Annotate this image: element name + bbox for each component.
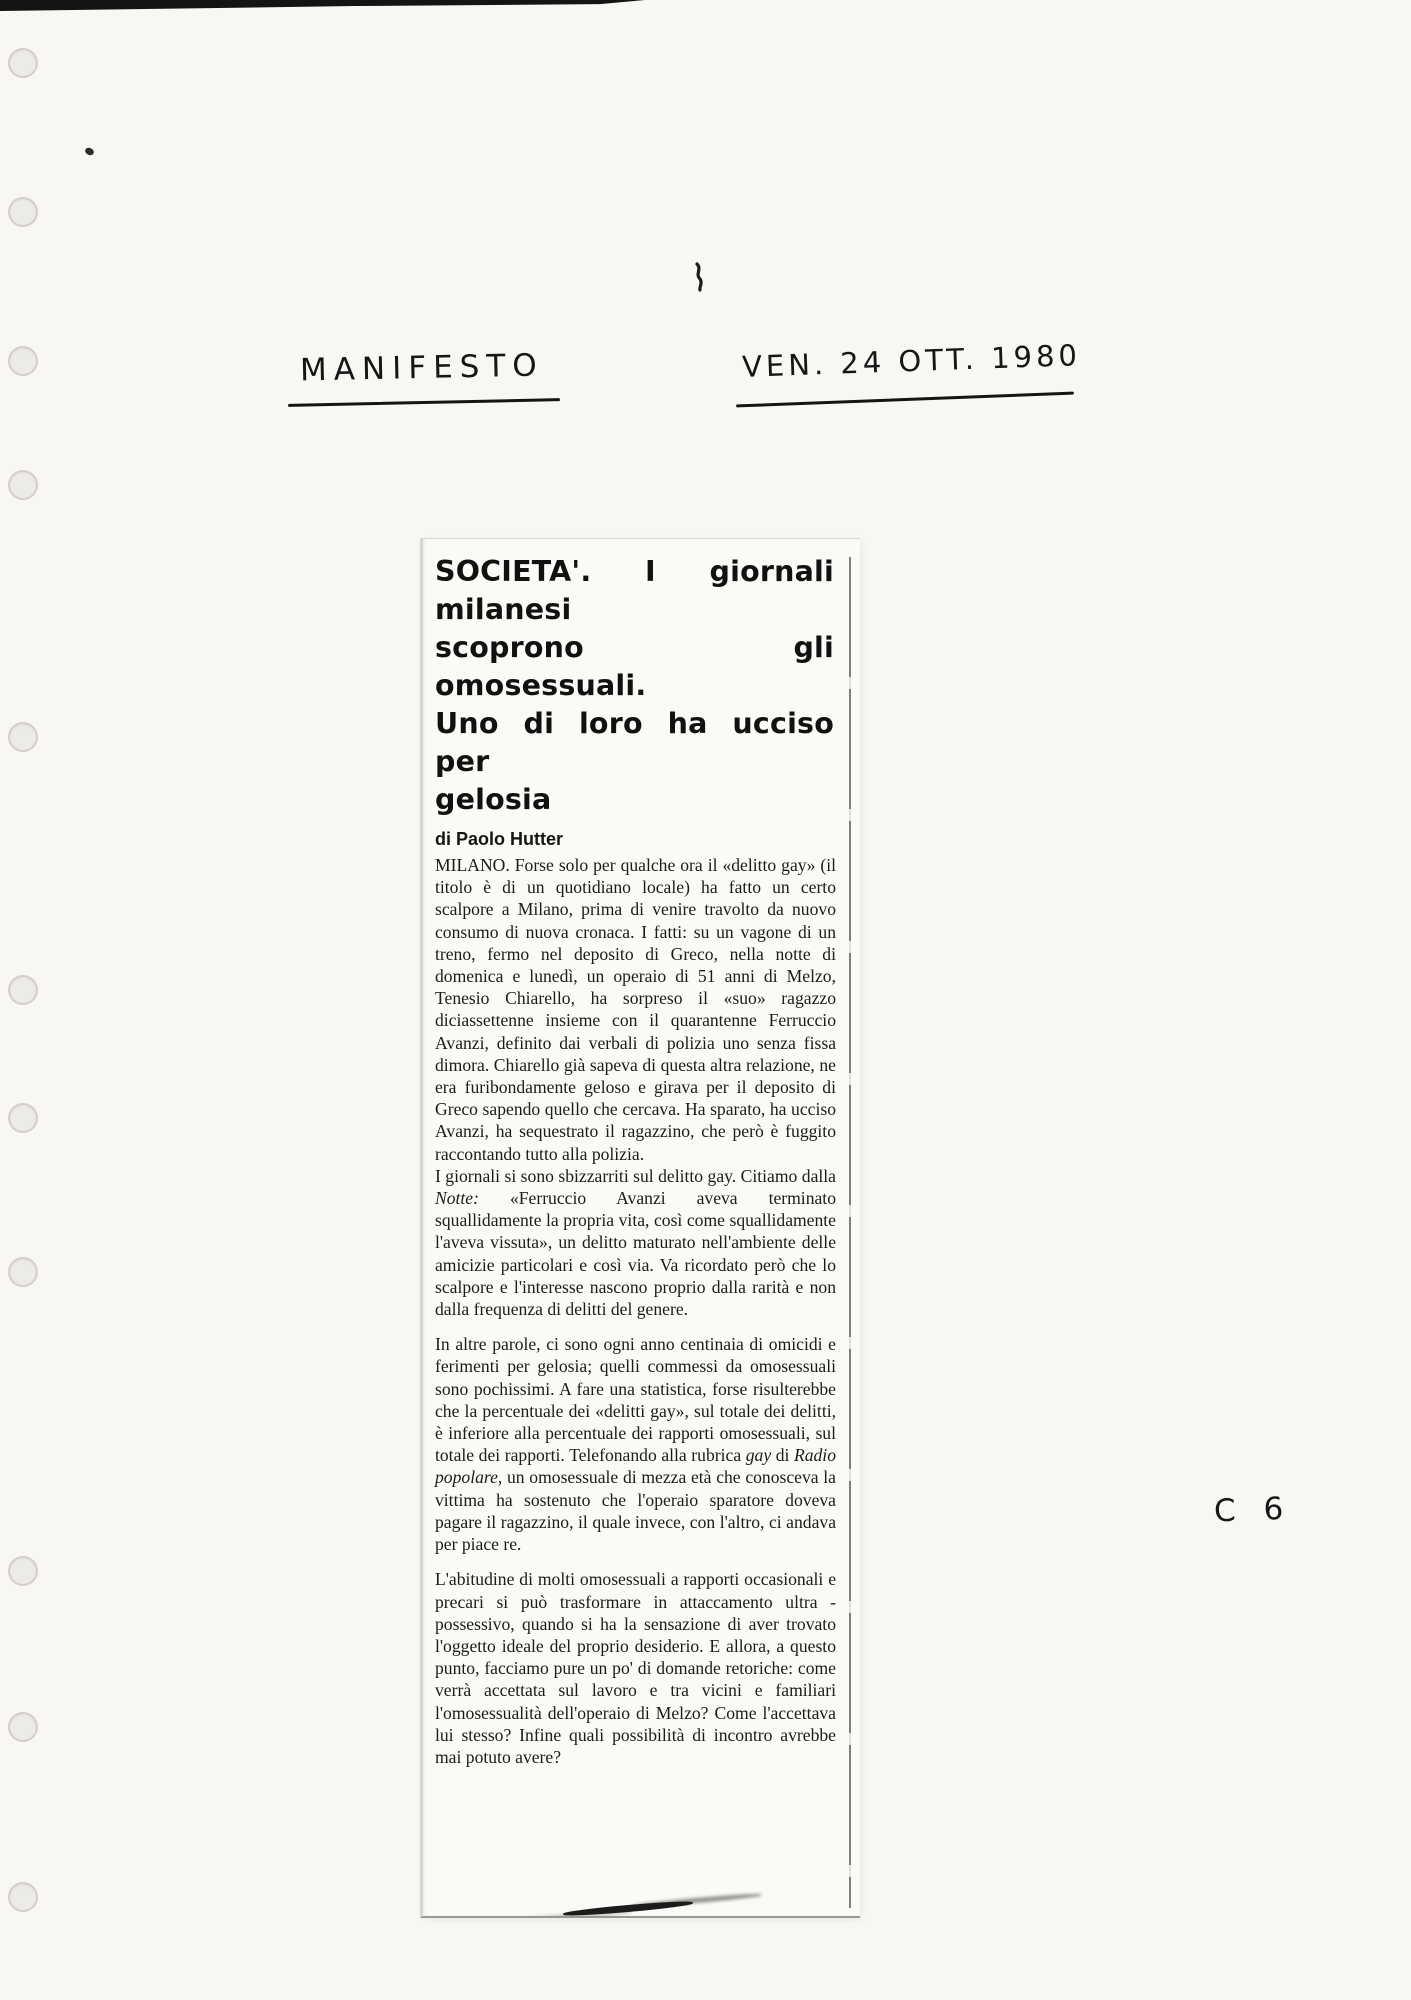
article-body	[435, 854, 836, 1768]
text-run: di	[771, 1445, 794, 1466]
handwritten-publication: MANIFESTO	[299, 347, 545, 389]
headline	[435, 553, 834, 819]
handwritten-archive-mark: C 6	[1213, 1490, 1293, 1530]
paragraph	[435, 1333, 836, 1555]
text-run: , un omosessuale di mezza età che conosceva la vittima ha sostenuto che l'operaio sparatore doveva pagare il ragazzino, il quale invece, con l'altro, ci andava per piace re.	[435, 1467, 836, 1555]
italic-run: Notte:	[435, 1188, 479, 1209]
newspaper-clipping	[420, 538, 860, 1918]
punch-hole	[8, 1103, 38, 1133]
text-run: L'abitudine di molti omosessuali a rapporti occasionali e precari si può trasformare in attaccamento ultra - possessivo, quando si ha la sensazione di aver trovato l'oggetto ideale del proprio desiderio. E allora, a questo punto, facciamo pure un po' di domande retoriche: come verrà accettata sul lavoro e tra vicini e familiari l'omosessualità dell'operaio di Melzo? Come l'accettava lui stesso? Infine quali possibilità di incontro avrebbe mai potuto avere?	[435, 1569, 836, 1767]
headline-line: SOCIETA'. I giornali milanesi	[435, 555, 834, 626]
byline: di Paolo Hutter	[435, 829, 564, 849]
italic-run: gay	[745, 1445, 772, 1466]
punch-hole	[8, 470, 38, 500]
text-run: MILANO. Forse solo per qualche ora il «delitto gay» (il titolo è di un quotidiano locale) ha fatto un certo scalpore a Milano, prima di venire travolto da nuovo consumo di nuova cronaca. I fatti: su un vagone di un treno, fermo nel deposito di Greco, nella notte di domenica e lunedì, un operaio di 51 anni di Melzo, Tenesio Chiarello, ha sorpreso il «suo» ragazzo diciassettenne insieme con il quarantenne Ferruccio Avanzi, definito dai verbali di polizia uno senza fissa dimora. Chiarello già sapeva di questa altra relazione, ne era furibondamente geloso e girava per il deposito di Greco sapendo quello che cercava. Ha sparato, ha ucciso Avanzi, ha sequestrato il ragazzino, che però è fuggito raccontando tutto alla polizia.	[435, 855, 836, 1164]
publication-underline	[288, 398, 560, 407]
text-run: I giornali si sono sbizzarriti sul delitto gay. Citiamo dalla	[435, 1165, 836, 1186]
italic-run: Radio popolare	[435, 1445, 836, 1488]
ink-smudge	[563, 1899, 693, 1917]
text-run: «Ferruccio Avanzi aveva terminato squallidamente la propria vita, così come squallidamente l'aveva vissuta», un delitto maturato nell'ambiente delle amicizie particolari e così via. Va ricordato però che lo scalpore e l'interesse nascono proprio dalla rarità e non dalla frequenza di delitti del genere.	[435, 1188, 836, 1320]
punch-hole	[8, 975, 38, 1005]
paragraph	[435, 854, 836, 1165]
headline-line: gelosia	[435, 783, 552, 816]
punch-hole	[8, 1712, 38, 1742]
ink-dot	[84, 146, 95, 156]
punch-hole	[8, 1257, 38, 1287]
punch-hole	[8, 48, 38, 78]
headline-line: scoprono gli omosessuali.	[435, 631, 834, 702]
column-rule	[849, 557, 851, 1908]
text-run: In altre parole, ci sono ogni anno centinaia di omicidi e ferimenti per gelosia; quelli commessi da omosessuali sono pochissimi. A fare una statistica, forse risulterebbe che la percentuale dei «delitti gay», sul totale dei delitti, è inferiore alla percentuale dei rapporti omosessuali, sul totale dei rapporti. Telefonando alla rubrica	[435, 1334, 836, 1466]
date-underline	[736, 392, 1074, 408]
punch-hole	[8, 722, 38, 752]
headline-line: Uno di loro ha ucciso per	[435, 707, 834, 778]
paragraph	[435, 1165, 836, 1320]
punch-hole	[8, 1882, 38, 1912]
paragraph	[435, 1568, 836, 1768]
punch-hole	[8, 197, 38, 227]
punch-hole	[8, 346, 38, 376]
handwritten-date: VEN. 24 OTT. 1980	[741, 338, 1082, 384]
ink-mark	[691, 262, 707, 292]
punch-hole	[8, 1556, 38, 1586]
scanner-edge-artifact	[0, 0, 645, 11]
